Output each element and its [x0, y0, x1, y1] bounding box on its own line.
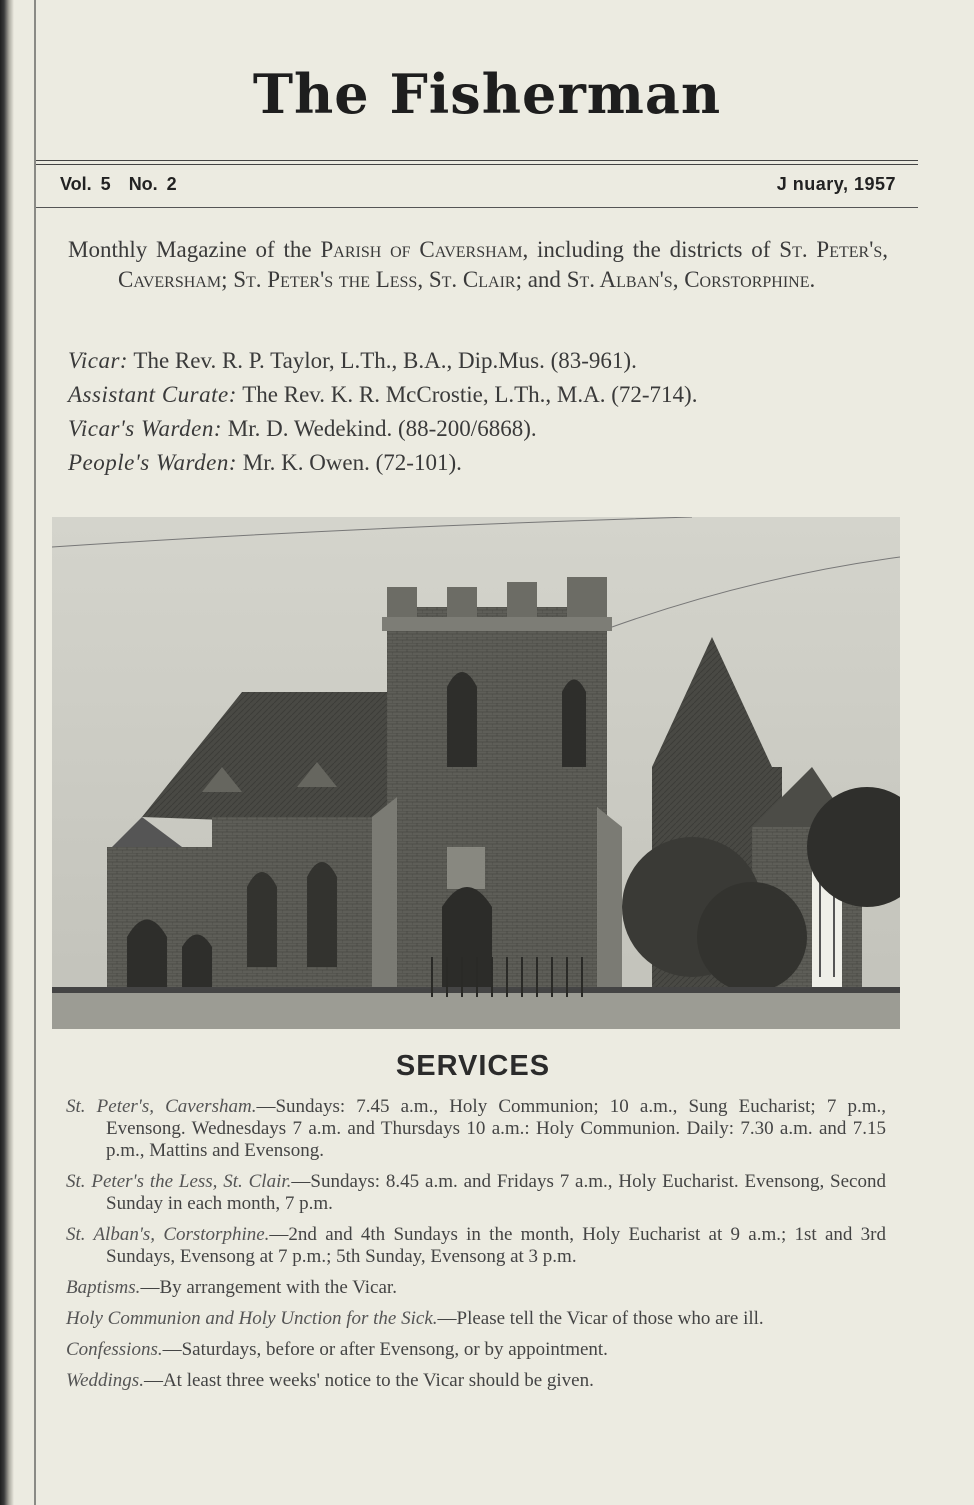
masthead-title: The Fisherman: [252, 62, 722, 126]
issue-volume: Vol. 5: [60, 174, 111, 194]
intro-sep-1: ;: [221, 267, 234, 292]
services-list: [66, 1096, 886, 1401]
service-entry: [66, 1308, 886, 1330]
service-label: St. Peter's, Caversham.: [66, 1096, 257, 1117]
intro-parish: Parish of Caversham: [320, 237, 523, 262]
intro-middle: , including the districts of: [522, 237, 771, 262]
service-entry: [66, 1224, 886, 1268]
issue-date: J nuary, 1957: [776, 174, 896, 194]
service-entry: [66, 1339, 886, 1361]
intro-district-3: St. Alban's, Corstorphine: [566, 267, 810, 292]
service-text: —Sundays: 8.45 a.m. and Fridays 7 a.m., Holy Eucharist. Evensong, Second Sunday in each month, 7 p.m.: [106, 1171, 886, 1214]
service-text: —At least three weeks' notice to the Vicar should be given.: [143, 1370, 594, 1391]
service-text: —Saturdays, before or after Evensong, or by appointment.: [162, 1339, 608, 1360]
officer-role: Vicar:: [68, 348, 129, 373]
intro-end: .: [809, 267, 816, 292]
services-heading: SERVICES: [395, 1050, 551, 1082]
service-label: Confessions.: [66, 1339, 163, 1360]
officer-role: People's Warden:: [68, 450, 237, 475]
intro-district-1: St. Peter's, Caversham: [118, 237, 888, 292]
officer-vicar: [68, 344, 928, 378]
service-entry: [66, 1171, 886, 1215]
officer-details: Mr. K. Owen. (72-101).: [242, 450, 462, 475]
parish-officers: [68, 344, 928, 480]
header-rule-single: [36, 207, 918, 208]
officer-details: The Rev. K. R. McCrostie, L.Th., M.A. (72-714).: [242, 382, 698, 407]
church-illustration: [52, 517, 900, 1029]
service-label: St. Peter's the Less, St. Clair.: [66, 1171, 292, 1192]
intro-sep-2: ; and: [515, 267, 561, 292]
officer-details: Mr. D. Wedekind. (88-200/6868).: [227, 416, 537, 441]
officer-assistant-curate: [68, 378, 928, 412]
service-entry: [66, 1370, 886, 1392]
service-entry: [66, 1277, 886, 1299]
service-label: Holy Communion and Holy Unction for the Sick.: [66, 1308, 438, 1329]
service-entry: [66, 1096, 886, 1162]
binding-line: [34, 0, 36, 1505]
intro-paragraph: [68, 235, 888, 295]
officer-vicars-warden: [68, 412, 928, 446]
intro-district-2: St. Peter's the Less, St. Clair: [233, 267, 516, 292]
officer-role: Vicar's Warden:: [68, 416, 223, 441]
issue-volume-number: [60, 174, 195, 195]
church-photograph: [52, 517, 900, 1029]
service-label: St. Alban's, Corstorphine.: [66, 1224, 270, 1245]
service-text: —2nd and 4th Sundays in the month, Holy Eucharist at 9 a.m.; 1st and 3rd Sundays, Evensong at 7 p.m.; 5th Sunday, Evensong at 3 p.m.: [106, 1224, 886, 1267]
issue-number: No. 2: [128, 174, 177, 194]
officer-role: Assistant Curate:: [68, 382, 237, 407]
officer-peoples-warden: [68, 446, 928, 480]
service-text: —Please tell the Vicar of those who are ill.: [437, 1308, 764, 1329]
service-label: Baptisms.: [66, 1277, 141, 1298]
page-spine-shadow: [0, 0, 14, 1505]
service-text: —By arrangement with the Vicar.: [140, 1277, 397, 1298]
header-rule-double: [36, 160, 918, 165]
officer-details: The Rev. R. P. Taylor, L.Th., B.A., Dip.Mus. (83-961).: [133, 348, 637, 373]
service-label: Weddings.: [66, 1370, 144, 1391]
service-text: —Sundays: 7.45 a.m., Holy Communion; 10 a.m., Sung Eucharist; 7 p.m., Evensong. Wednesdays 7 a.m. and Thursdays 10 a.m.: Holy Communion. Daily: 7.30 a.m. and 7.15 p.m., Mattins and Evensong.: [106, 1096, 886, 1161]
intro-prefix: Monthly Magazine of the: [68, 237, 312, 262]
